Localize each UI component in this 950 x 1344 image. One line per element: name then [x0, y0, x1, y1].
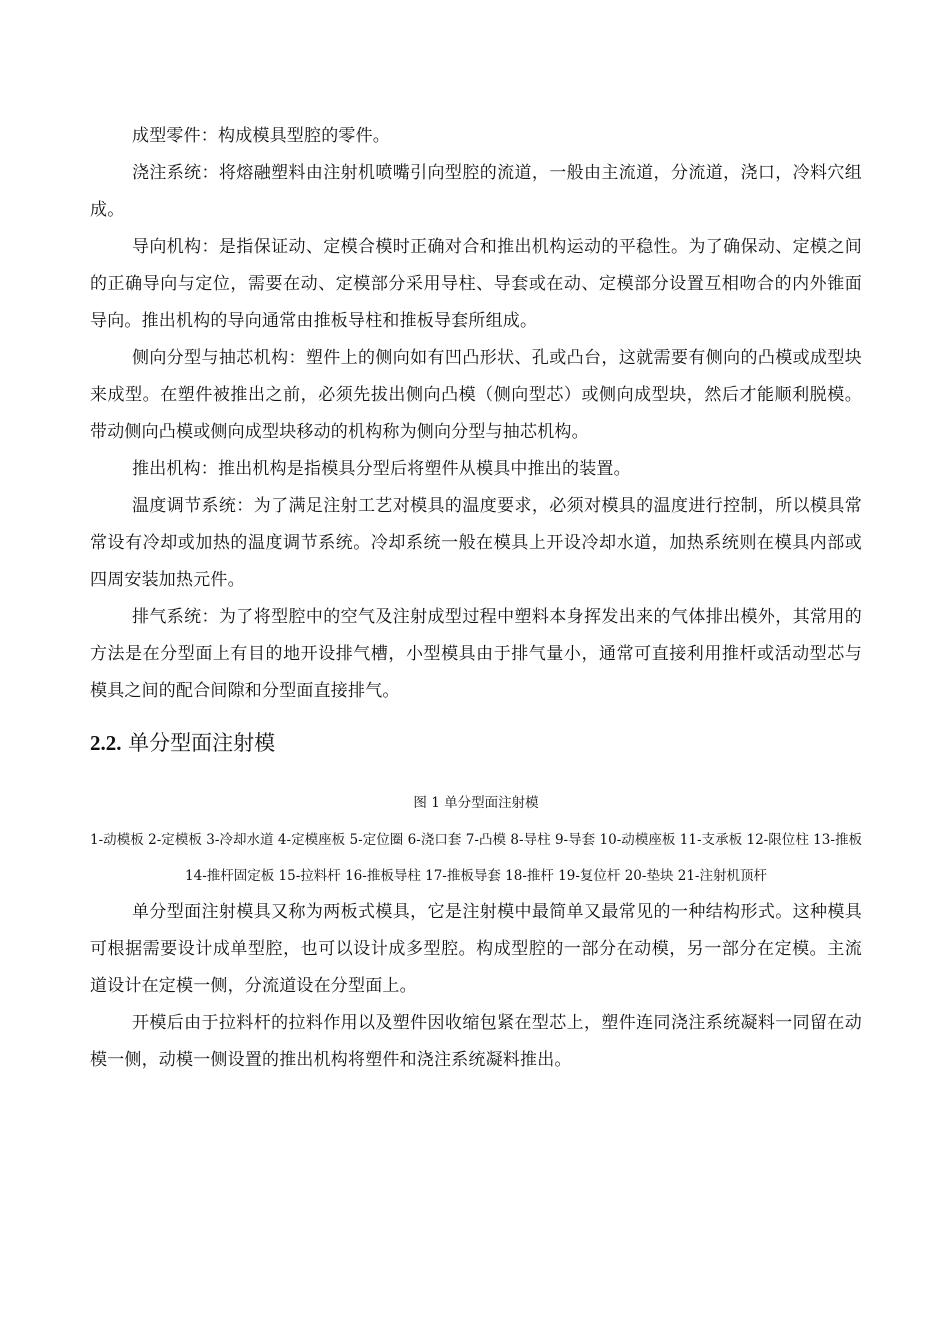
paragraph-gating-system: 浇注系统：将熔融塑料由注射机喷嘴引向型腔的流道，一般由主流道，分流道，浇口，冷料穴组成。 — [90, 163, 862, 220]
paragraph-single-parting-mold: 单分型面注射模具又称为两板式模具，它是注射模中最简单又最常见的一种结构形式。这种模具可根据需要设计成单型腔，也可以设计成多型腔。构成型腔的一部分在动模，另一部分在定模。主流道设计在定模一侧，分流道设在分型面上。 — [90, 902, 862, 996]
paragraph-temperature-control: 温度调节系统：为了满足注射工艺对模具的温度要求，必须对模具的温度进行控制，所以模具常常设有冷却或加热的温度调节系统。冷却系统一般在模具上开设冷却水道，加热系统则在模具内部或四周安装加热元件。 — [90, 496, 862, 590]
figure-placeholder — [90, 766, 862, 792]
paragraph-molding-parts: 成型零件：构成模具型腔的零件。 — [132, 126, 390, 146]
paragraph-guiding-mechanism: 导向机构：是指保证动、定模合模时正确对合和推出机构运动的平稳性。为了确保动、定模之间的正确导向与定位，需要在动、定模部分采用导柱、导套或在动、定模部分设置互相吻合的内外锥面导向。推出机构的导向通常由推板导柱和推板导套所组成。 — [90, 237, 862, 331]
figure-legend: 1-动模板 2-定模板 3-冷却水道 4-定模座板 5-定位圈 6-浇口套 7-凸模 8-导柱 9-导套 10-动模座板 11-支承板 12-限位柱 13-推板 14-推杆固定板 15-拉料杆 16-推板导柱 17-推板导套 18-推杆 19-复位杆 20-垫块 21-注射机顶杆 — [90, 832, 862, 884]
section-heading — [90, 720, 862, 766]
page-content — [90, 118, 862, 1079]
paragraph-venting-system: 排气系统：为了将型腔中的空气及注射成型过程中塑料本身挥发出来的气体排出模外，其常用的方法是在分型面上有目的地开设排气槽，小型模具由于排气量小，通常可直接利用推杆或活动型芯与模具之间的配合间隙和分型面直接排气。 — [90, 607, 862, 701]
section-title: 单分型面注射模 — [121, 731, 276, 755]
paragraph-mold-opening: 开模后由于拉料杆的拉料作用以及塑件因收缩包紧在型芯上，塑件连同浇注系统凝料一同留在动模一侧，动模一侧设置的推出机构将塑件和浇注系统凝料推出。 — [90, 1013, 862, 1070]
paragraph-ejection-mechanism: 推出机构：推出机构是指模具分型后将塑件从模具中推出的装置。 — [132, 459, 631, 479]
section-number: 2.2. — [90, 731, 122, 755]
paragraph-side-core-pulling: 侧向分型与抽芯机构：塑件上的侧向如有凹凸形状、孔或凸台，这就需要有侧向的凸模或成型块来成型。在塑件被推出之前，必须先拔出侧向凸模（侧向型芯）或侧向成型块，然后才能顺利脱模。带动侧向凸模或侧向成型块移动的机构称为侧向分型与抽芯机构。 — [90, 348, 862, 442]
figure-caption: 图 1 单分型面注射模 — [413, 795, 539, 811]
